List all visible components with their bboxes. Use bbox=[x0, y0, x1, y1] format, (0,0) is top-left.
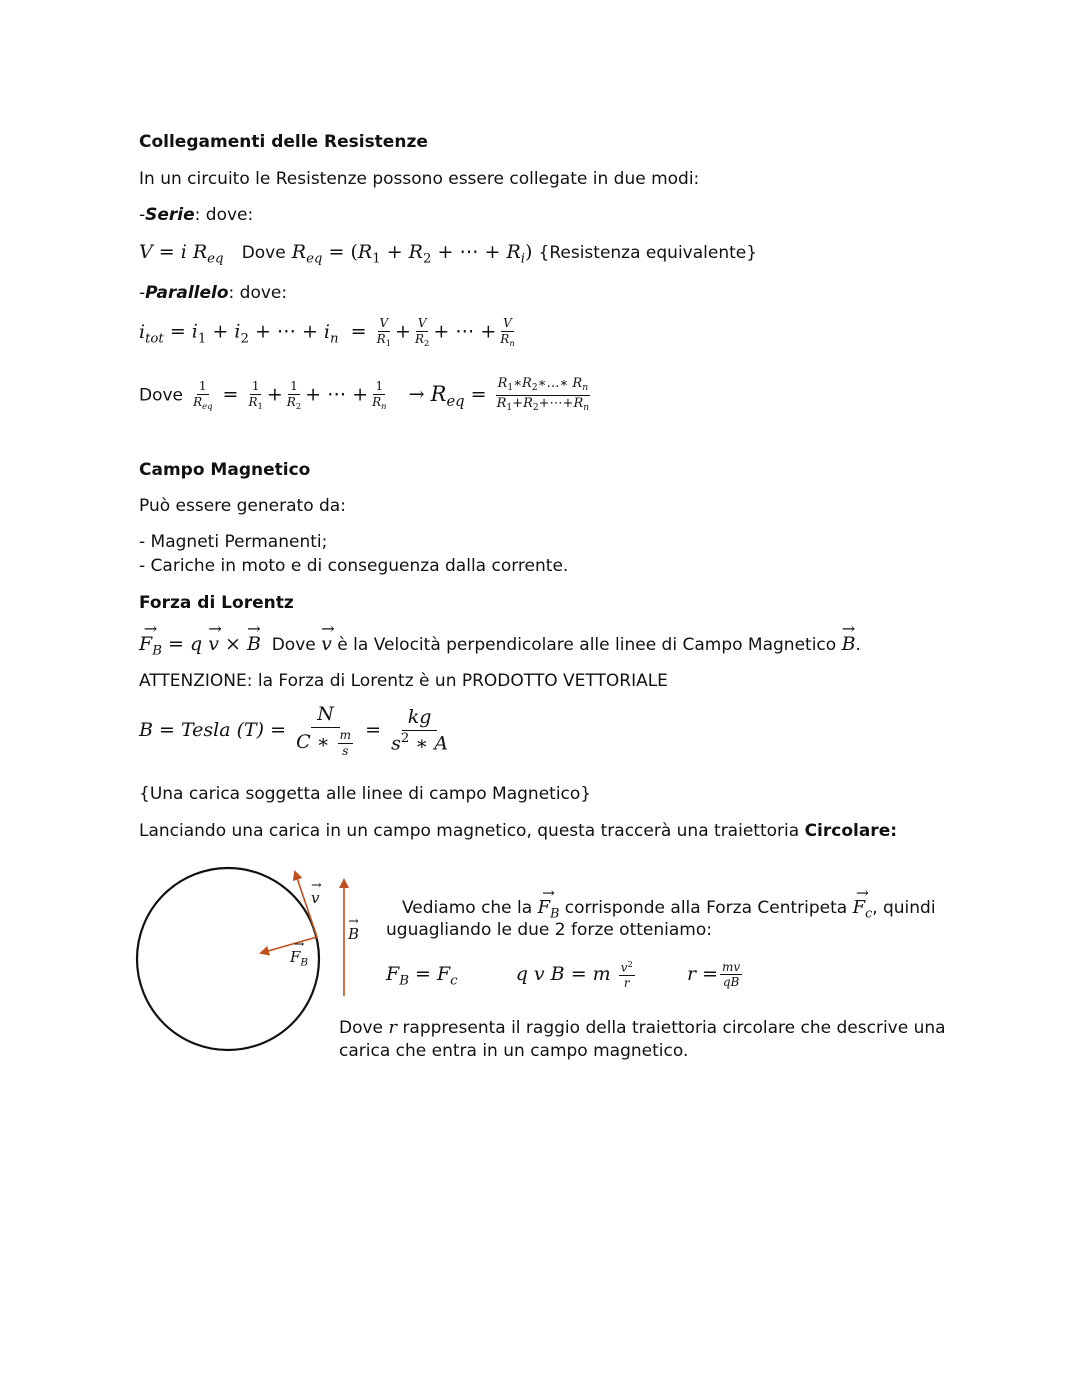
velocity-label: → v bbox=[311, 889, 319, 907]
serie-formula: V = i $R_{eq}$ Dove $R_{eq} = (R_1 + R_2$ + ⋯ + $R_i$) {Resistenza equivalente} bbox=[139, 241, 758, 267]
dove-r-line-1: Dove r rappresenta il raggio della traiettoria circolare che descrive una bbox=[339, 1017, 946, 1038]
list-item: - Magneti Permanenti; bbox=[139, 532, 328, 552]
parallelo-formula-current: $i_{tot} = i_1 + i_2$ + ⋯ + $i_n$ = $\frac{V}{R_1}$ + $\frac{V}{R_2}$ + ⋯ + $\frac{V}{R_n}$ bbox=[139, 316, 515, 348]
intro-campo: Può essere generato da: bbox=[139, 496, 346, 516]
equality-formulas: $F_B = F_c$ q v B = m $\frac{v^2}{r}$ r = $\frac{mv}{qB}$ bbox=[386, 959, 741, 991]
parallelo-tail: : dove: bbox=[228, 283, 288, 303]
section-title-resistenze: Collegamenti delle Resistenze bbox=[139, 132, 428, 152]
circular-trajectory-figure bbox=[130, 860, 370, 1060]
intro-resistenze: In un circuito le Resistenze possono essere collegate in due modi: bbox=[139, 169, 700, 189]
force-label: → $F_B$ bbox=[290, 948, 308, 969]
launch-text bbox=[139, 821, 897, 841]
section-title-campo: Campo Magnetico bbox=[139, 460, 311, 480]
serie-tail: : dove: bbox=[194, 205, 254, 225]
section-title-lorentz: Forza di Lorentz bbox=[139, 593, 294, 613]
tesla-lhs: B = Tesla (T) = bbox=[139, 719, 287, 742]
serie-heading: -Serie: dove: bbox=[139, 205, 254, 225]
serie-label: Serie bbox=[145, 205, 195, 225]
lorentz-description: è la Velocità perpendicolare alle linee di Campo Magnetico bbox=[337, 635, 837, 655]
serie-dove: Dove bbox=[241, 243, 286, 263]
lorentz-dove: Dove bbox=[271, 635, 316, 655]
launch-sentence: Lanciando una carica in un campo magnetico, questa traccerà una traiettoria bbox=[139, 821, 800, 841]
dove-r-line-2: carica che entra in un campo magnetico. bbox=[339, 1041, 689, 1061]
charge-note: {Una carica soggetta alle linee di campo Magnetico} bbox=[139, 784, 592, 804]
attention-note: ATTENZIONE: la Forza di Lorentz è un PRODOTTO VETTORIALE bbox=[139, 671, 668, 691]
parallelo-heading: -Parallelo: dove: bbox=[139, 283, 288, 303]
force-arrow bbox=[261, 937, 317, 953]
launch-bold: Circolare: bbox=[804, 821, 898, 841]
list-item: - Cariche in moto e di conseguenza dalla corrente. bbox=[139, 556, 569, 576]
magnetic-field-label: → B bbox=[348, 925, 359, 943]
parallelo-formula-resistance: Dove $\frac{1}{R_{eq}}$ = $\frac{1}{R_1}$ + $\frac{1}{R_2}$ + ⋯ + $\frac{1}{R_n}$ → $R_{eq}$ = $\frac{R_1∗R_2∗\dots∗ R_n}{R_1+R_2+\cdots+R_n}$ bbox=[139, 376, 590, 413]
parallelo-dove: Dove bbox=[139, 385, 184, 406]
lorentz-formula: → $F_B = q \to v$ × → B Dove → v è la Velocità perpendicolare alle linee di Campo Magnetico → B. bbox=[139, 633, 861, 659]
parallelo-label: Parallelo bbox=[145, 283, 229, 303]
explanation-line-2: uguagliando le due 2 forze otteniamo: bbox=[386, 920, 712, 940]
tesla-formula: B = Tesla (T) = N C ∗ $\frac{m}{s}$ = $\frac{kg}{s^2 ∗ A}$ bbox=[139, 703, 449, 758]
serie-note: {Resistenza equivalente} bbox=[538, 243, 758, 263]
explanation-line-1: Vediamo che la → $F_B$ corrisponde alla Forza Centripeta → $F_c$, quindi bbox=[402, 897, 936, 920]
